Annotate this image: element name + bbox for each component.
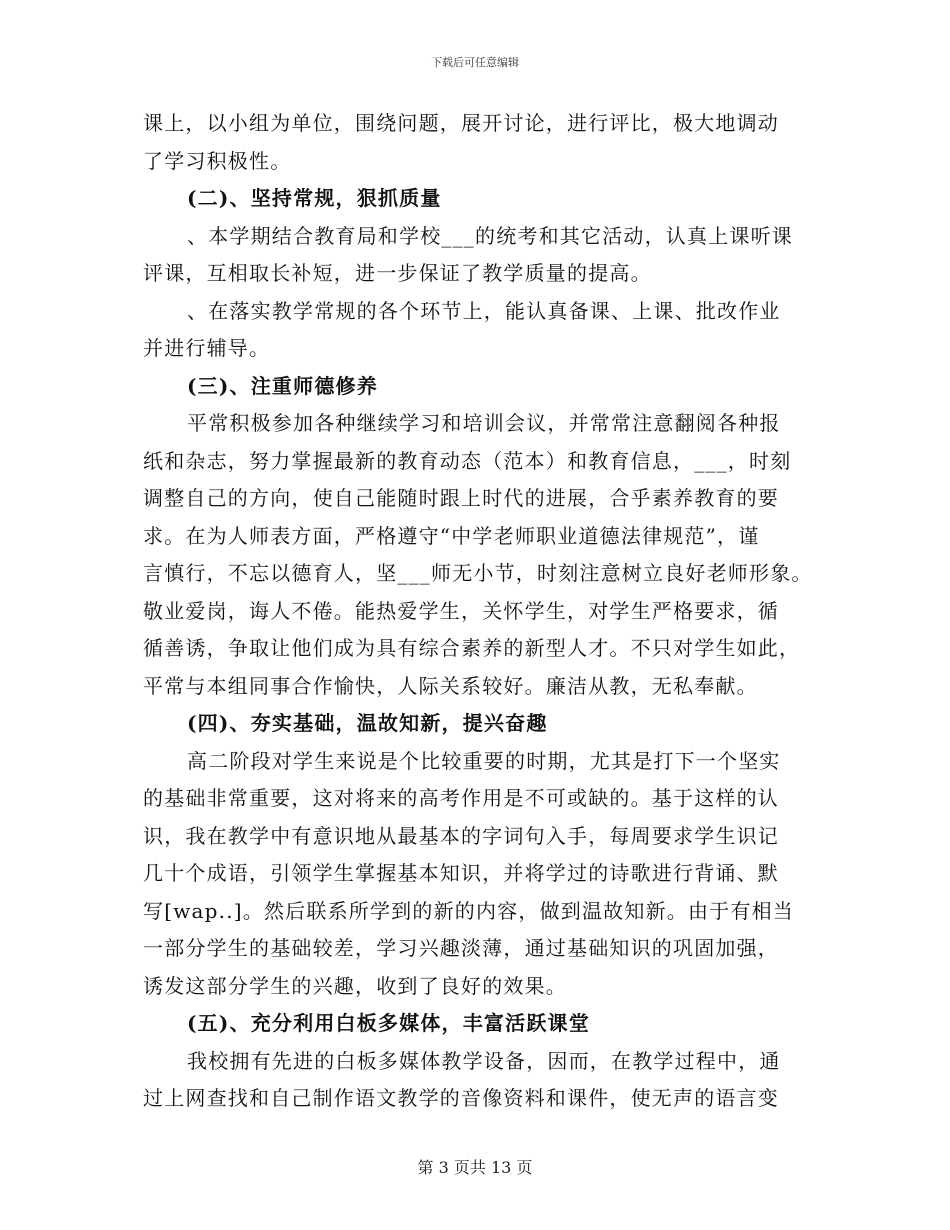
text-line: 高二阶段对学生来说是个比较重要的时期，尤其是打下一个坚实	[187, 748, 781, 773]
text-line: 调整自己的方向，使自己能随时跟上时代的进展，合乎素养教育的要	[143, 486, 779, 510]
section-heading: (四)、夯实基础，温故知新，提兴奋趣	[187, 711, 548, 735]
text-line: 我校拥有先进的白板多媒体教学设备，因而，在教学过程中，通	[187, 1048, 781, 1073]
page-footer: 第 3 页共 13 页	[417, 1158, 533, 1177]
text-line: 纸和杂志，努力掌握最新的教育动态（范本）和教育信息，___，时刻	[143, 448, 792, 473]
text-line: 几十个成语，引领学生掌握基本知识，并将学过的诗歌进行背诵、默	[143, 861, 779, 885]
section-heading: (二)、坚持常规，狠抓质量	[187, 186, 442, 210]
text-line: 诱发这部分学生的兴趣，收到了良好的效果。	[143, 973, 567, 998]
document-body	[143, 105, 811, 1118]
text-line: 平常积极参加各种继续学习和培训会议，并常常注意翻阅各种报	[187, 411, 781, 435]
text-line: 平常与本组同事合作愉快，人际关系较好。廉洁从教，无私奉献。	[143, 673, 758, 698]
text-line: 敬业爱岗，诲人不倦。能热爱学生，关怀学生，对学生严格要求，循	[143, 598, 779, 623]
text-line: 并进行辅导。	[143, 336, 271, 360]
text-line: 一部分学生的基础较差，学习兴趣淡薄，通过基础知识的巩固加强，	[143, 936, 779, 960]
text-line: 、本学期结合教育局和学校___的统考和其它活动，认真上课听课	[187, 223, 793, 248]
text-line: 、在落实教学常规的各个环节上，能认真备课、上课、批改作业	[187, 298, 781, 323]
text-line: 识，我在教学中有意识地从最基本的字词句入手，每周要求学生识记	[143, 823, 779, 848]
text-line: 过上网查找和自己制作语文教学的音像资料和课件，使无声的语言变	[143, 1086, 779, 1110]
text-line: 写[wap..]。然后联系所学到的新的内容，做到温故知新。由于有相当	[143, 898, 794, 923]
text-line: 的基础非常重要，这对将来的高考作用是不可或缺的。基于这样的认	[143, 786, 779, 810]
text-line: 了学习积极性。	[143, 148, 292, 173]
page-header: 下载后可任意编辑	[431, 56, 519, 69]
section-heading: (三)、注重师德修养	[187, 373, 378, 398]
text-line: 循善诱，争取让他们成为具有综合素养的新型人才。不只对学生如此，	[143, 636, 801, 660]
text-line: 课上，以小组为单位，围绕问题，展开讨论，进行评比，极大地调动	[143, 111, 779, 135]
section-heading: (五)、充分利用白板多媒体，丰富活跃课堂	[187, 1011, 590, 1035]
text-line: 评课，互相取长补短，进一步保证了教学质量的提高。	[143, 261, 652, 285]
text-line: 求。在为人师表方面，严格遵守“中学老师职业道德法律规范”，谨	[143, 523, 760, 548]
text-line: 言慎行，不忘以德育人，坚___师无小节，时刻注意树立良好老师形象。	[143, 561, 813, 585]
